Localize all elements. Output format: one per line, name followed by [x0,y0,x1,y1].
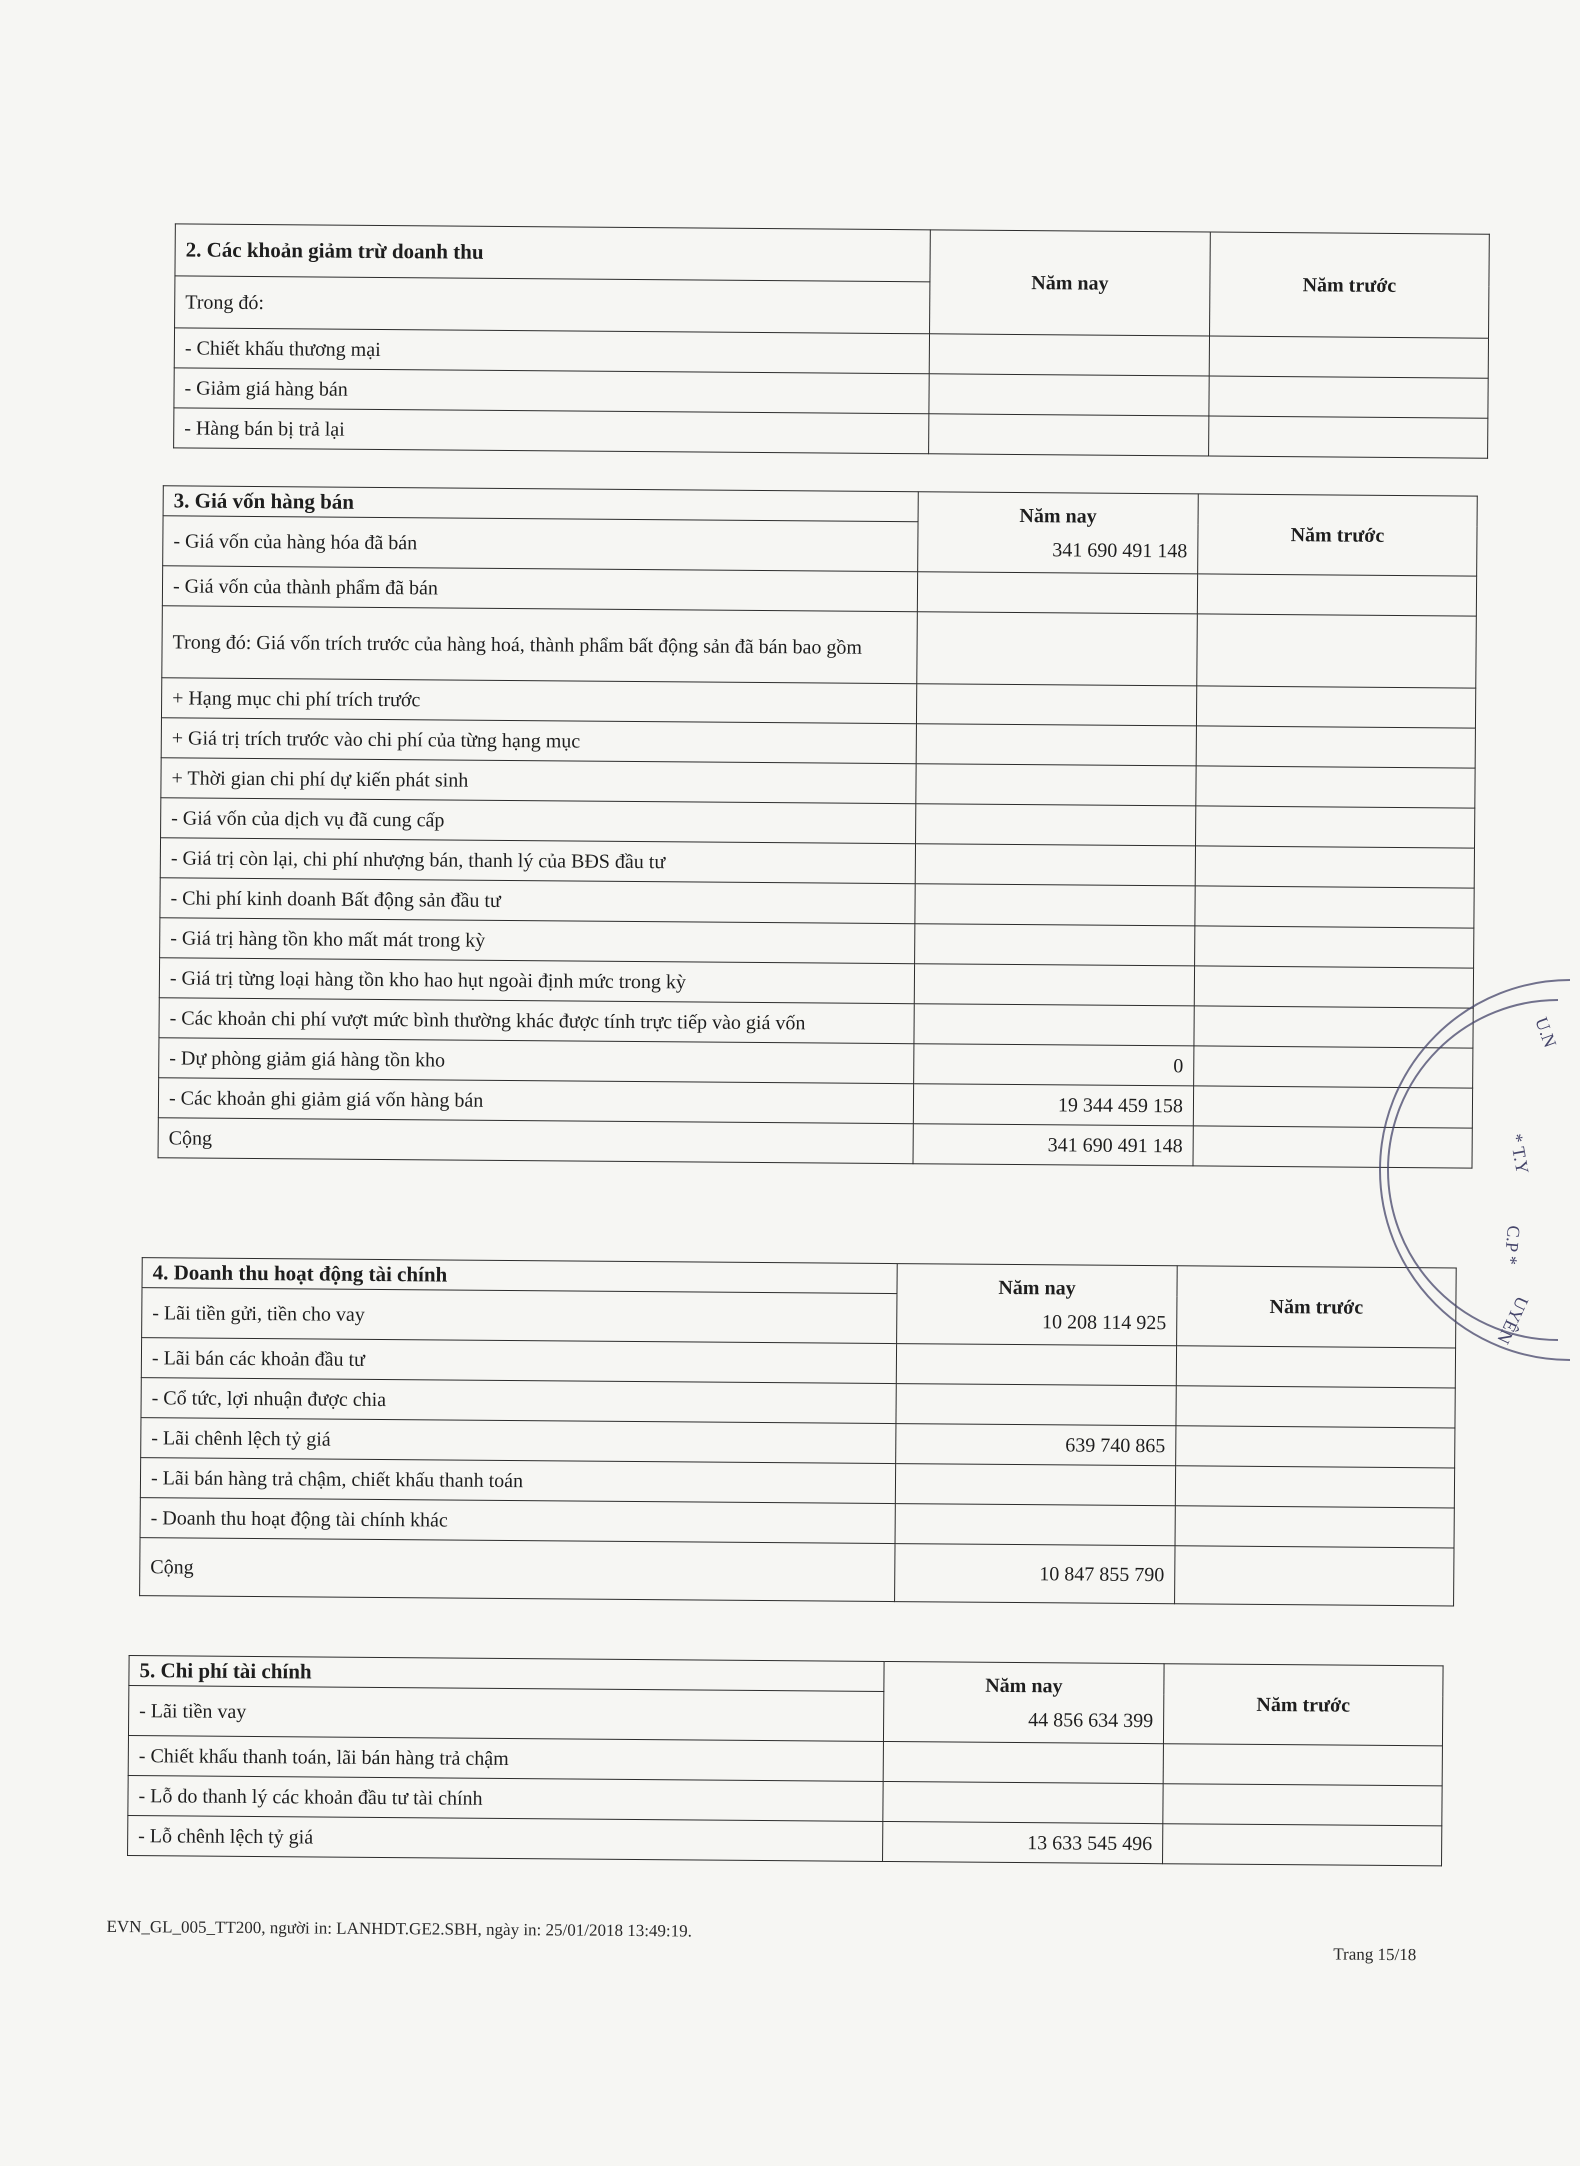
section-3-row-label: - Giá trị từng loại hàng tồn kho hao hụt ngoài định mức trong kỳ [159,958,914,1004]
column-header-previous: Năm trước [1210,232,1490,338]
section-3-row [162,606,1477,688]
section-3-row-label: - Các khoản chi phí vượt mức bình thường khác được tính trực tiếp vào giá vốn [159,998,914,1044]
section-3-row-previous-value [1195,846,1474,888]
section-3-row-label: + Hạng mục chi phí trích trước [161,678,916,724]
section-4-row-label: - Lãi chênh lệch tỷ giá [141,1418,896,1464]
section-3-row-current-value [916,764,1196,806]
section-3-row-current-value [915,884,1195,926]
section-2-row-label: Trong đó: [175,276,930,334]
section-2-row-current-value [929,374,1209,416]
section-3-row-previous-value [1193,1126,1472,1168]
section-2-row-label: - Giảm giá hàng bán [174,368,929,414]
section-4-row-previous-value [1176,1346,1455,1388]
section-5-row-previous-value [1163,1744,1442,1786]
section-5-row-current-value: 44 856 634 399 [1028,1708,1154,1732]
section-3-row-previous-value [1193,1086,1472,1128]
section-4-row-current-value: 10 847 855 790 [895,1544,1175,1604]
stamp-text-4: UYÊN [1493,1293,1533,1348]
column-header-current [883,1661,1164,1743]
section-3-row-label: - Giá vốn của hàng hóa đã bán [163,516,918,572]
section-5-table [127,1655,1444,1866]
stamp-text-3: C.P * [1500,1224,1524,1266]
section-5-title: 5. Chi phí tài chính [129,1656,884,1692]
section-3-row-label: - Giá vốn của dịch vụ đã cung cấp [161,798,916,844]
section-3-row-previous-value [1194,1046,1473,1088]
print-info: EVN_GL_005_TT200, người in: LANHDT.GE2.SBH, ngày in: 25/01/2018 13:49:19. [106,1916,693,1941]
section-3-row-previous-value [1194,966,1473,1008]
section-3-row-label: + Thời gian chi phí dự kiến phát sinh [161,758,916,804]
section-3-row-label: - Dự phòng giảm giá hàng tồn kho [159,1038,914,1084]
section-3-row-previous-value [1197,614,1477,688]
section-5-row-previous-value [1163,1784,1442,1826]
section-2-row-previous-value [1209,416,1488,458]
section-3-row-current-value [915,924,1195,966]
section-3-row-current-value: 341 690 491 148 [1052,538,1188,562]
column-header-previous: Năm trước [1198,494,1478,576]
section-4-row-label: Cộng [140,1538,895,1602]
section-3-row-previous-value [1196,806,1475,848]
section-5-row-previous-value [1163,1824,1442,1866]
section-3-row-label: + Giá trị trích trước vào chi phí của từng hạng mục [161,718,916,764]
section-3-row-label: - Chi phí kinh doanh Bất động sản đầu tư [160,878,915,924]
section-4-row-current-value [895,1464,1175,1506]
section-5-row-label: - Lãi tiền vay [128,1686,883,1742]
section-4-row-current-value: 639 740 865 [896,1424,1176,1466]
section-3-row-previous-value [1197,574,1476,616]
section-5-row-label: - Chiết khấu thanh toán, lãi bán hàng trả chậm [128,1736,883,1782]
column-header-current [918,492,1199,574]
section-3-row-current-value [914,1004,1194,1046]
section-4-table [139,1257,1457,1606]
section-4-row-current-value [895,1504,1175,1546]
column-header-previous: Năm trước [1163,1664,1443,1746]
section-4-row-label: - Lãi bán các khoản đầu tư [141,1338,896,1384]
section-3-table [158,485,1478,1168]
section-5-row-label: - Lỗ do thanh lý các khoản đầu tư tài chính [128,1776,883,1822]
column-header-current-text: Năm nay [998,1276,1076,1299]
section-3-row-current-value [915,844,1195,886]
section-4-row [140,1538,1454,1606]
section-4-row-label: - Lãi bán hàng trả chậm, chiết khấu thanh toán [140,1458,895,1504]
section-4-row-label: - Lãi tiền gửi, tiền cho vay [142,1288,897,1344]
column-header-current: Năm nay [930,230,1211,336]
section-3-row-current-value [916,684,1196,726]
section-4-row-label: - Cổ tức, lợi nhuận được chia [141,1378,896,1424]
section-5-row-current-value [883,1741,1163,1783]
section-2-title: 2. Các khoản giảm trừ doanh thu [175,224,930,282]
section-3-row-current-value [914,964,1194,1006]
column-header-previous: Năm trước [1177,1266,1457,1348]
section-2-table [173,223,1490,458]
section-4-row-previous-value [1176,1386,1455,1428]
section-3-row-label: - Các khoản ghi giảm giá vốn hàng bán [158,1078,913,1124]
section-3-row-previous-value [1195,886,1474,928]
stamp-text-1: U.N [1531,1014,1561,1051]
section-4-row-previous-value [1175,1466,1454,1508]
page-number: Trang 15/18 [1333,1944,1417,1965]
section-3-row-label: Cộng [158,1118,913,1164]
section-4-row-current-value [896,1344,1176,1386]
company-stamp [1440,960,1580,1380]
section-2-row-previous-value [1209,376,1488,418]
section-3-row-label: - Giá vốn của thành phẩm đã bán [162,566,917,612]
column-header-current-text: Năm nay [1019,504,1097,528]
section-4-row-previous-value [1175,1506,1454,1548]
section-3-row-previous-value [1196,726,1475,768]
section-3-title: 3. Giá vốn hàng bán [163,486,918,522]
section-4-title: 4. Doanh thu hoạt động tài chính [142,1258,897,1294]
section-3-row-previous-value [1194,1006,1473,1048]
column-header-current [897,1264,1178,1346]
section-3-row-current-value [916,724,1196,766]
section-3-row-previous-value [1195,926,1474,968]
section-3-row-current-value [917,612,1198,686]
section-2-row-previous-value [1209,336,1488,378]
section-5-row-current-value: 13 633 545 496 [883,1821,1163,1863]
section-3-row-current-value: 341 690 491 148 [913,1124,1193,1166]
section-4-row-current-value [896,1384,1176,1426]
section-4-row-current-value: 10 208 114 925 [1041,1310,1167,1334]
stamp-text-2: * T.Y [1506,1132,1533,1176]
section-3-row-label: Trong đó: Giá vốn trích trước của hàng hoá, thành phẩm bất động sản đã bán bao gồm [162,606,918,684]
section-4-row-previous-value [1175,1546,1454,1606]
section-3-row-current-value: 19 344 459 158 [913,1084,1193,1126]
section-3-row-current-value [916,804,1196,846]
section-2-row-label: - Hàng bán bị trả lại [174,408,929,454]
section-2-row-current-value [929,414,1209,456]
section-3-row-previous-value [1196,766,1475,808]
section-3-row-label: - Giá trị còn lại, chi phí nhượng bán, thanh lý của BĐS đầu tư [160,838,915,884]
section-5-row-label: - Lỗ chênh lệch tỷ giá [128,1816,883,1862]
section-4-row-label: - Doanh thu hoạt động tài chính khác [140,1498,895,1544]
section-4-row-previous-value [1176,1426,1455,1468]
section-2-row-current-value [929,334,1209,376]
column-header-current-text: Năm nay [985,1674,1063,1697]
section-2-row-label: - Chiết khấu thương mại [174,328,929,374]
section-3-row-current-value [917,572,1197,614]
section-3-row-previous-value [1196,686,1475,728]
section-5-row-current-value [883,1781,1163,1823]
section-3-row-current-value: 0 [914,1044,1194,1086]
section-3-row-label: - Giá trị hàng tồn kho mất mát trong kỳ [160,918,915,964]
